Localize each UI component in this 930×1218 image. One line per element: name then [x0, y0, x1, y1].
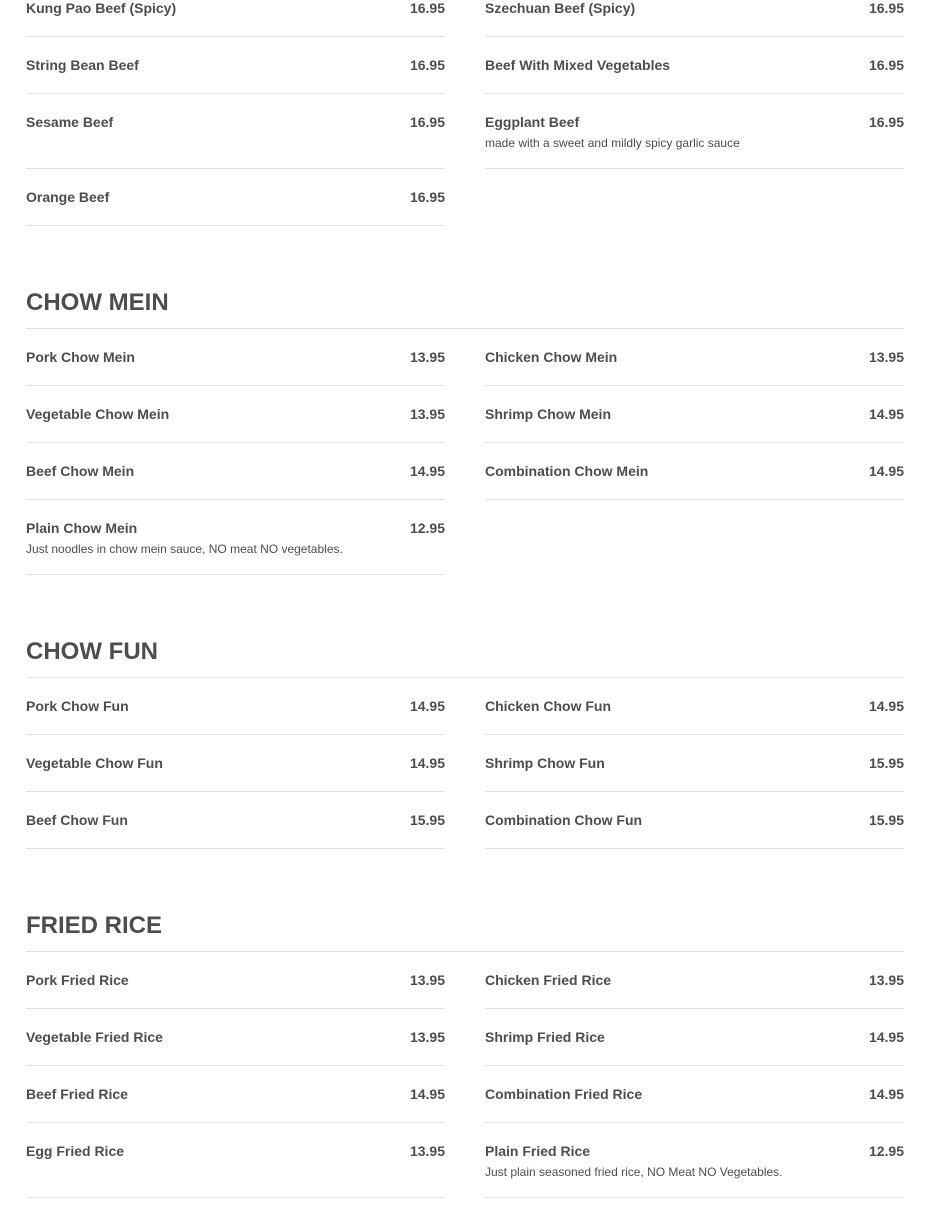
item-name: Chicken Chow Mein — [485, 349, 618, 365]
item-price: 14.95 — [409, 755, 445, 771]
item-description — [26, 134, 445, 152]
menu-grid — [26, 329, 904, 575]
item-name: Plain Chow Mein — [26, 520, 138, 536]
item-price: 14.95 — [409, 698, 445, 714]
item-price: 15.95 — [868, 755, 904, 771]
menu-item[interactable] — [26, 792, 445, 849]
section-spacer — [26, 575, 904, 638]
item-name: Shrimp Fried Rice — [485, 1029, 605, 1045]
item-name: String Bean Beef — [26, 57, 139, 73]
menu-item[interactable] — [26, 94, 445, 169]
section-spacer — [26, 226, 904, 289]
menu-item[interactable] — [26, 386, 445, 443]
item-description: made with a sweet and mildly spicy garlic sauce — [485, 136, 740, 150]
menu-section-beef — [26, 0, 904, 226]
item-price: 12.95 — [409, 520, 445, 536]
menu-item[interactable] — [26, 329, 445, 386]
item-price: 14.95 — [409, 1086, 445, 1102]
item-description — [26, 1163, 445, 1181]
menu-item[interactable] — [26, 1009, 445, 1066]
item-name: Chicken Chow Fun — [485, 698, 611, 714]
item-name: Orange Beef — [26, 189, 110, 205]
item-name: Beef With Mixed Vegetables — [485, 57, 671, 73]
item-name: Pork Chow Fun — [26, 698, 129, 714]
menu-item[interactable] — [485, 37, 904, 94]
item-name: Plain Fried Rice — [485, 1143, 591, 1159]
item-name: Beef Chow Mein — [26, 463, 135, 479]
item-name: Pork Fried Rice — [26, 972, 129, 988]
item-price: 12.95 — [868, 1143, 904, 1159]
item-price: 16.95 — [868, 57, 904, 73]
menu-grid — [26, 0, 904, 226]
menu-item[interactable] — [485, 386, 904, 443]
section-spacer — [26, 849, 904, 912]
menu-grid — [26, 678, 904, 849]
menu-item[interactable] — [26, 735, 445, 792]
item-price: 16.95 — [409, 189, 445, 205]
item-price: 16.95 — [868, 0, 904, 16]
menu-grid — [26, 952, 904, 1198]
menu-list — [26, 0, 904, 1198]
section-heading: CHOW FUN — [26, 638, 904, 678]
item-price: 14.95 — [868, 1029, 904, 1045]
menu-section-chow-fun — [26, 638, 904, 849]
item-price: 15.95 — [868, 812, 904, 828]
item-price: 13.95 — [868, 972, 904, 988]
item-name: Szechuan Beef (Spicy) — [485, 0, 636, 16]
menu-item[interactable] — [485, 0, 904, 37]
item-price: 14.95 — [868, 463, 904, 479]
menu-item[interactable] — [26, 678, 445, 735]
item-name: Shrimp Chow Mein — [485, 406, 611, 422]
menu-item[interactable] — [26, 1123, 445, 1198]
item-name: Eggplant Beef — [485, 114, 580, 130]
menu-section-fried-rice — [26, 912, 904, 1198]
menu-item[interactable] — [26, 0, 445, 37]
menu-item[interactable] — [26, 952, 445, 1009]
menu-item[interactable] — [26, 37, 445, 94]
menu-item[interactable] — [485, 678, 904, 735]
item-price: 16.95 — [409, 0, 445, 16]
menu-item[interactable] — [485, 792, 904, 849]
item-price: 16.95 — [409, 114, 445, 130]
item-name: Sesame Beef — [26, 114, 114, 130]
item-price: 13.95 — [409, 1029, 445, 1045]
menu-section-chow-mein — [26, 289, 904, 575]
item-name: Pork Chow Mein — [26, 349, 135, 365]
item-name: Combination Fried Rice — [485, 1086, 643, 1102]
item-name: Egg Fried Rice — [26, 1143, 125, 1159]
section-heading: CHOW MEIN — [26, 289, 904, 329]
item-price: 14.95 — [868, 698, 904, 714]
item-price: 13.95 — [409, 349, 445, 365]
item-name: Vegetable Fried Rice — [26, 1029, 163, 1045]
menu-item[interactable] — [485, 443, 904, 500]
menu-item[interactable] — [26, 500, 445, 575]
menu-item[interactable] — [485, 329, 904, 386]
menu-item[interactable] — [485, 94, 904, 169]
menu-item[interactable] — [485, 1066, 904, 1123]
item-name: Vegetable Chow Fun — [26, 755, 163, 771]
item-price: 13.95 — [409, 1143, 445, 1159]
item-price: 13.95 — [409, 406, 445, 422]
item-price: 16.95 — [409, 57, 445, 73]
item-name: Combination Chow Mein — [485, 463, 649, 479]
item-price: 15.95 — [409, 812, 445, 828]
menu-item[interactable] — [26, 443, 445, 500]
menu-item[interactable] — [485, 1123, 904, 1198]
menu-item[interactable] — [485, 735, 904, 792]
menu-item[interactable] — [26, 169, 445, 226]
item-name: Beef Fried Rice — [26, 1086, 128, 1102]
menu-item[interactable] — [26, 1066, 445, 1123]
item-price: 13.95 — [409, 972, 445, 988]
section-heading: FRIED RICE — [26, 912, 904, 952]
item-name: Vegetable Chow Mein — [26, 406, 170, 422]
item-price: 16.95 — [868, 114, 904, 130]
item-price: 14.95 — [868, 1086, 904, 1102]
menu-item[interactable] — [485, 1009, 904, 1066]
item-name: Combination Chow Fun — [485, 812, 643, 828]
item-price: 14.95 — [868, 406, 904, 422]
item-name: Chicken Fried Rice — [485, 972, 612, 988]
item-price: 13.95 — [868, 349, 904, 365]
menu-item[interactable] — [485, 952, 904, 1009]
item-name: Shrimp Chow Fun — [485, 755, 605, 771]
item-name: Kung Pao Beef (Spicy) — [26, 0, 177, 16]
item-description: Just noodles in chow mein sauce, NO meat NO vegetables. — [26, 542, 343, 556]
item-name: Beef Chow Fun — [26, 812, 128, 828]
item-price: 14.95 — [409, 463, 445, 479]
item-description: Just plain seasoned fried rice, NO Meat NO Vegetables. — [485, 1165, 783, 1179]
